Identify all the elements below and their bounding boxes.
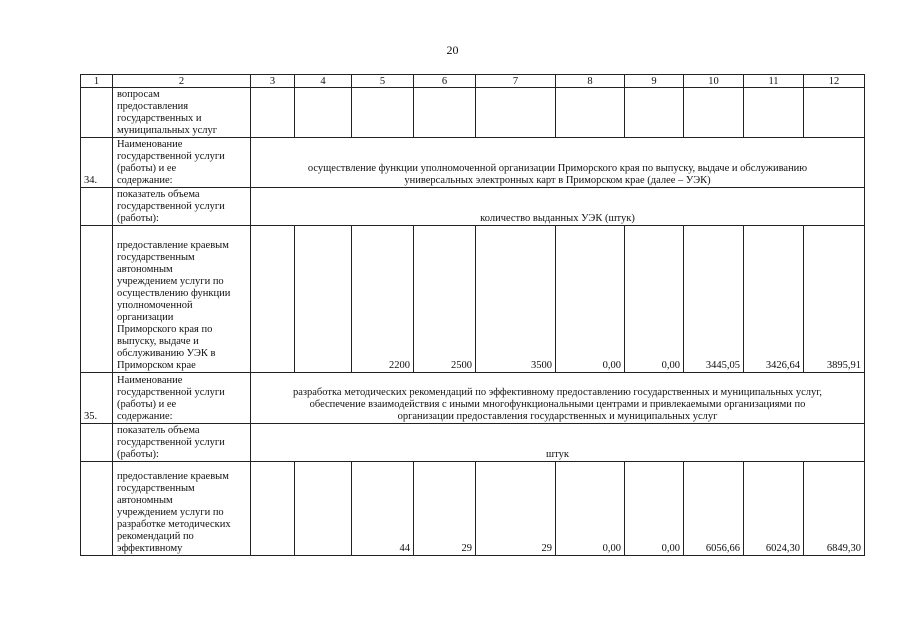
value-cell: 0,00 [625,462,684,556]
service-name-line: осуществление функции уполномоченной организации Приморского края по выпуску, выдаче и обслуживанию [307,163,808,174]
column-header: 11 [744,75,804,88]
indicator-text: штук [546,449,569,460]
table-row [81,373,865,424]
column-header-row [81,75,865,88]
value-cell: 3426,64 [744,226,804,373]
empty-cell [352,88,414,138]
service-name-line: организации предоставления государственных и муниципальных услуг [397,411,718,422]
value-cell: 3895,91 [804,226,865,373]
row-description: предоставление краевым государственным автономным учреждением услуги по осуществлению функции уполномоченной организации Приморского края по выпуску, выдаче и обслуживанию УЭК в Приморском крае [113,226,251,373]
empty-cell [81,424,113,462]
table-row [81,462,865,556]
service-name-line: разработка методических рекомендаций по эффективному предоставлению государственных и муниципальных услуг, [292,387,823,398]
value-cell: 0,00 [556,462,625,556]
indicator-text: количество выданных УЭК (штук) [480,213,635,224]
value-cell: 2200 [352,226,414,373]
column-header: 12 [804,75,865,88]
column-header: 1 [81,75,113,88]
row-description: вопросам предоставления государственных и муниципальных услуг [113,88,251,138]
empty-cell [251,88,295,138]
empty-cell [414,88,476,138]
column-header: 2 [113,75,251,88]
empty-cell [81,462,113,556]
indicator-cell [251,188,865,226]
row-number [81,88,113,138]
value-cell: 6849,30 [804,462,865,556]
empty-cell [81,188,113,226]
value-cell: 44 [352,462,414,556]
service-name-cell [251,373,865,424]
services-table [80,74,865,556]
value-cell: 29 [476,462,556,556]
empty-cell [744,88,804,138]
value-cell: 0,00 [556,226,625,373]
value-cell: 3445,05 [684,226,744,373]
empty-cell [625,88,684,138]
value-cell [295,226,352,373]
indicator-cell [251,424,865,462]
empty-cell [684,88,744,138]
row-description: Наименование государственной услуги (работы) и ее содержание: [113,138,251,188]
column-header: 5 [352,75,414,88]
value-cell: 6056,66 [684,462,744,556]
table-row [81,226,865,373]
column-header: 7 [476,75,556,88]
value-cell: 6024,30 [744,462,804,556]
value-cell: 0,00 [625,226,684,373]
empty-cell [804,88,865,138]
row-number: 35. [81,373,113,424]
row-description: Наименование государственной услуги (работы) и ее содержание: [113,373,251,424]
column-header: 10 [684,75,744,88]
column-header: 8 [556,75,625,88]
row-description: показатель объема государственной услуги (работы): [113,188,251,226]
value-cell [251,226,295,373]
service-name-cell [251,138,865,188]
service-name-line: универсальных электронных карт в Приморском крае (далее – УЭК) [404,175,711,186]
column-header: 4 [295,75,352,88]
row-description: предоставление краевым государственным автономным учреждением услуги по разработке методических рекомендаций по эффективному [113,462,251,556]
table-row [81,88,865,138]
row-description: показатель объема государственной услуги (работы): [113,424,251,462]
empty-cell [81,226,113,373]
empty-cell [295,88,352,138]
value-cell: 3500 [476,226,556,373]
value-cell: 2500 [414,226,476,373]
table-row [81,424,865,462]
table-row [81,188,865,226]
row-number: 34. [81,138,113,188]
column-header: 9 [625,75,684,88]
value-cell [295,462,352,556]
table-row [81,138,865,188]
page-number: 20 [446,43,459,57]
service-name-line: обеспечение взаимодействия с иными многофункциональными центрами и привлекаемыми организациями по [309,399,806,410]
value-cell: 29 [414,462,476,556]
empty-cell [556,88,625,138]
column-header: 3 [251,75,295,88]
value-cell [251,462,295,556]
empty-cell [476,88,556,138]
column-header: 6 [414,75,476,88]
